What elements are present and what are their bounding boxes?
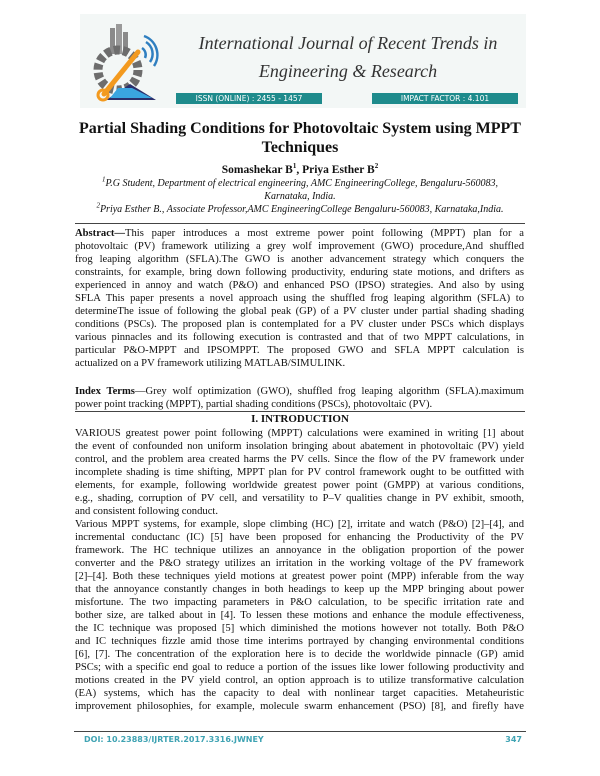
aff1-sup: 1 xyxy=(101,175,106,184)
author-separator: , xyxy=(296,164,303,176)
author-2-sup: 2 xyxy=(374,162,379,171)
text-line: misfortune. The two impacting parameters in P&O calculation, to be specific irritation rate and xyxy=(75,597,524,608)
text-line: determineThe issue of following the global peak (GP) of a PV cluster under partial shading shading xyxy=(75,306,524,317)
text-line: framework. The HC technique utilizes an annoyance in the obligation proportion of the power xyxy=(75,545,524,556)
text-line: particular P&O-MPPT and IPSOMPPT. The proposed GWO and SFLA MPPT calculation is xyxy=(75,345,524,356)
text-line: [6], [7]. The concentration of the exploration here is to decide the worldwide pinnacle (GP) amid xyxy=(75,649,524,660)
text-line: elements, for example, following worldwide greatest power point (GMPP) at various conditions, xyxy=(75,480,524,491)
title-line2: Techniques xyxy=(261,139,339,156)
index-terms-lead: Index Terms xyxy=(75,386,135,397)
author-1-sup: 1 xyxy=(292,162,297,171)
abstract-top-rule xyxy=(75,223,525,224)
abstract-lines xyxy=(75,240,524,370)
text-line: control, and the problem area created harms the PV cells. Since the flow of the PV framework under xyxy=(75,454,524,465)
text-line: experienced in annoy and watch (P&O) and enhanced PSO (IPSO) strategies. And also by using xyxy=(75,280,524,291)
aff1-line2: Karnataka, India. xyxy=(264,190,336,202)
section-heading-introduction: I. INTRODUCTION xyxy=(251,413,349,425)
text-line: (EA) systems, which has the capacity to deal with nonlinear target capacities. Metaheuristic xyxy=(75,688,524,699)
abstract-line xyxy=(75,227,524,240)
abstract-lead: Abstract— xyxy=(75,228,126,239)
affiliation-1 xyxy=(20,175,580,203)
author-2: Priya Esther B xyxy=(302,164,375,176)
title-line1: Partial Shading Conditions for Photovoltaic System using MPPT xyxy=(79,120,521,137)
index-terms xyxy=(75,385,524,411)
index-terms-line xyxy=(75,385,524,398)
text-line: constraints, for example, bring down following productivity, enduring state motions, and drifters as xyxy=(75,267,524,278)
text-line: that the annoyance constantly changes in both headings to keep up the MPP bringing about power xyxy=(75,584,524,595)
text-line: actualized on a PV framework utilizing MATLAB/SIMULINK. xyxy=(75,358,346,369)
text-line: the IC technique was proposed [5] which diminished the motions however not totally. Both P&O xyxy=(75,623,524,634)
journal-name-line2: Engineering & Research xyxy=(258,61,438,81)
index-terms-first-text: —Grey wolf optimization (GWO), shuffled frog leaping algorithm (SFLA).maximum xyxy=(134,386,524,397)
aff1-line1: P.G Student, Department of electrical engineering, AMC EngineeringCollege, Bengaluru-560083, xyxy=(105,178,499,189)
journal-banner xyxy=(80,14,526,108)
introduction-body xyxy=(75,427,524,713)
text-line: VARIOUS greatest power point following (MPPT) calculations were examined in writing [1] about xyxy=(75,428,524,439)
abstract xyxy=(75,227,524,370)
abstract-first-text: This paper introduces a most extreme power point following (MPPT) plan for a xyxy=(125,228,524,239)
text-line: frog leaping algorithm (SFLA).The GWO is another advancement strategy which conquers the xyxy=(75,254,524,265)
aff2-sup: 2 xyxy=(96,201,100,210)
text-line: incomplete shading is time shifting, MPPT plan for PV control framework ought to be outfitted with xyxy=(75,467,524,478)
intro-paragraph-1 xyxy=(75,427,524,518)
text-line: [2]–[4]. Both these techniques yield motions at greatest power point (MPP) inferable from the way xyxy=(75,571,524,582)
impact-factor-badge: IMPACT FACTOR : 4.101 xyxy=(372,93,518,104)
text-line: and consistent following conduct. xyxy=(75,506,218,517)
text-line: motions created in the PV yield control, an option approach is to utilize transformative calculation xyxy=(75,675,524,686)
index-terms-line: power point tracking (MPPT), partial shading conditions (PSCs), photovoltaic (PV). xyxy=(75,399,433,410)
text-line: incremental conductanc (IC) [5] have been proposed for enhancing the Productivity of the PV xyxy=(75,532,524,543)
paper-title xyxy=(20,119,580,157)
intro-paragraph-2 xyxy=(75,518,524,713)
issn-badge: ISSN (ONLINE) : 2455 - 1457 xyxy=(176,93,322,104)
journal-name-line1: International Journal of Recent Trends in xyxy=(198,33,498,53)
text-line: improvement philosophies, for example, molecule swarm enhancement (PSO) [8], and firefly have xyxy=(75,701,524,712)
affiliation-2 xyxy=(20,201,580,217)
aff2-line1: Priya Esther B., Associate Professor,AMC EngineeringCollege Bengaluru-560083, Karnataka,India. xyxy=(99,204,504,215)
page-number: 347 xyxy=(505,735,522,744)
footer-rule xyxy=(74,731,526,732)
text-line: bother size, are talked about in [4]. To lessen these motions and enhance the module effectiveness, xyxy=(75,610,524,621)
text-line: PSCs; with a specific end goal to reduce a portion of the issues like lower following productivity and xyxy=(75,662,524,673)
text-line: various pinnacles and its following execution is contrasted and that of two MPPT calculations, in xyxy=(75,332,524,343)
journal-logo-icon xyxy=(88,24,168,104)
text-line: converter and the P&O strategy utilizes an irritation in the working voltage of the PV framework xyxy=(75,558,524,569)
text-line: Various MPPT systems, for example, slope climbing (HC) [2], irritate and watch (P&O) [2]–[4], and xyxy=(75,519,524,530)
footer-doi: DOI: 10.23883/IJRTER.2017.3316.JWNEY xyxy=(84,735,264,744)
author-1: Somashekar B xyxy=(221,164,293,176)
text-line: conditions (PSCs). The proposed plan is contemplated for a PV cluster under PSCs which displays xyxy=(75,319,524,330)
text-line: SFLA This paper presents a novel approach using the shuffled frog leaping algorithm (SFLA) to xyxy=(75,293,524,304)
text-line: photovoltaic (PV) framework utilizing a grey wolf improvement (GWO) procedure,And shuffled xyxy=(75,241,524,252)
text-line: e.g., shading, corruption of PV cell, and versatility to P–V qualities change in PV exhibit, smooth, xyxy=(75,493,524,504)
text-line: and IC techniques fizzle amid those time interims portrayed by changing environmental conditions xyxy=(75,636,524,647)
index-terms-rule xyxy=(75,411,525,412)
text-line: the event of confounded non uniform insolation bringing about abatement in photovoltaic (PV) yield xyxy=(75,441,524,452)
